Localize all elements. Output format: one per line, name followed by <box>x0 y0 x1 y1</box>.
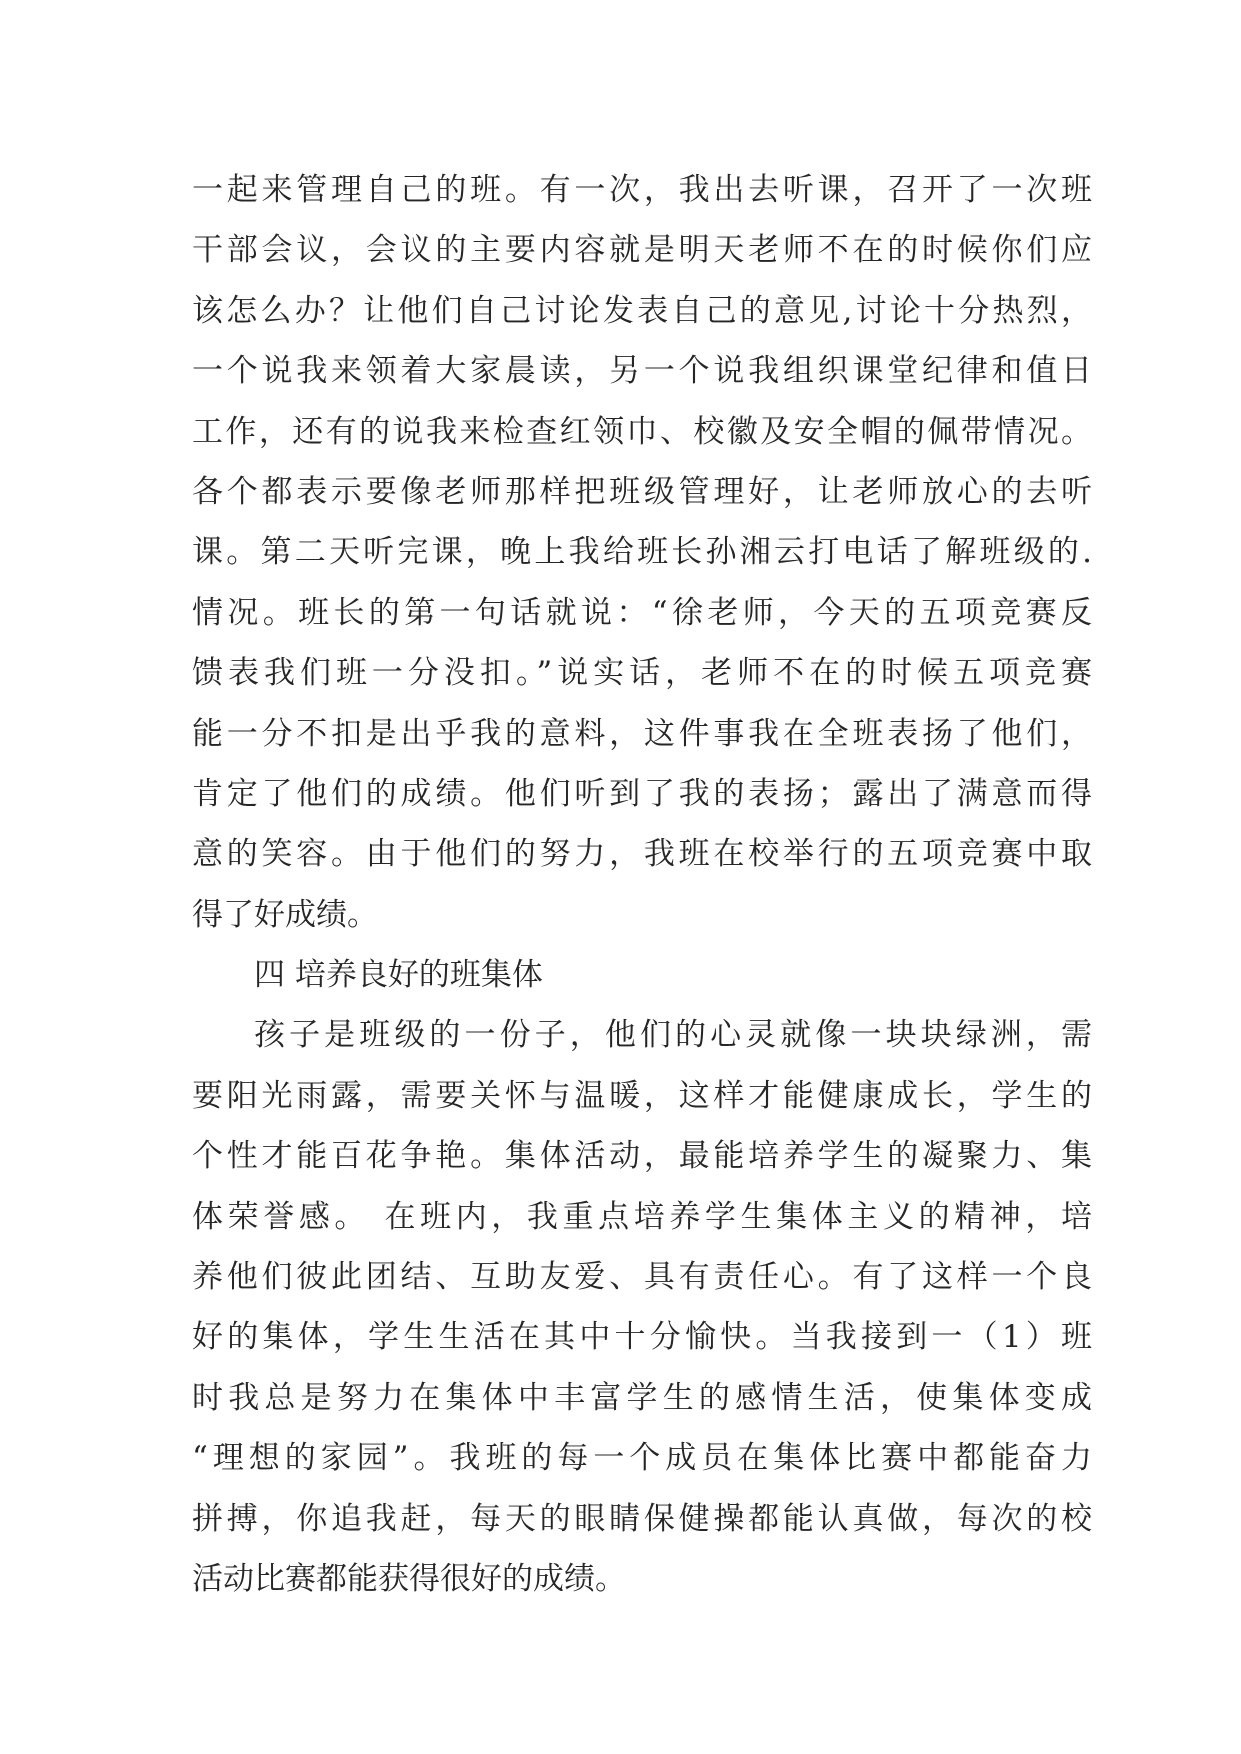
text-line: 意的笑容。由于他们的努力，我班在校举行的五项竞赛中取 <box>192 836 1092 873</box>
text-line: 能一分不扣是出乎我的意料，这件事我在全班表扬了他们， <box>192 715 1092 752</box>
text-line: 个性才能百花争艳。集体活动，最能培养学生的凝聚力、集 <box>192 1138 1092 1175</box>
text-line: 课。第二天听完课，晚上我给班长孙湘云打电话了解班级的. <box>192 534 1092 571</box>
text-line: 养他们彼此团结、互助友爱、具有责任心。有了这样一个良 <box>192 1259 1092 1296</box>
text-line: 体荣誉感。 在班内，我重点培养学生集体主义的精神，培 <box>192 1198 1092 1235</box>
text-line: 拼搏，你追我赶，每天的眼睛保健操都能认真做，每次的校 <box>192 1500 1092 1537</box>
text-line: 时我总是努力在集体中丰富学生的感情生活，使集体变成 <box>192 1379 1092 1416</box>
text-line: 活动比赛都能获得很好的成绩。 <box>192 1560 626 1597</box>
text-line: 要阳光雨露，需要关怀与温暖，这样才能健康成长，学生的 <box>192 1077 1092 1114</box>
text-line: 工作，还有的说我来检查红领巾、校徽及安全帽的佩带情况。 <box>192 413 1092 450</box>
text-line: 干部会议，会议的主要内容就是明天老师不在的时候你们应 <box>192 232 1092 269</box>
body-text <box>192 160 1092 1609</box>
text-line: 该怎么办？让他们自己讨论发表自己的意见,讨论十分热烈， <box>192 292 1092 329</box>
text-line: 各个都表示要像老师那样把班级管理好，让老师放心的去听 <box>192 473 1092 510</box>
text-line: 孩子是班级的一份子，他们的心灵就像一块块绿洲，需 <box>254 1017 1092 1054</box>
text-line: “理想的家园”。我班的每一个成员在集体比赛中都能奋力 <box>192 1440 1092 1477</box>
text-line: 好的集体，学生生活在其中十分愉快。当我接到一（1）班 <box>192 1319 1092 1356</box>
text-line: 馈表我们班一分没扣。”说实话，老师不在的时候五项竞赛 <box>192 655 1092 692</box>
text-line: 得了好成绩。 <box>192 896 378 933</box>
text-line: 一起来管理自己的班。有一次，我出去听课，召开了一次班 <box>192 172 1092 208</box>
text-line: 肯定了他们的成绩。他们听到了我的表扬；露出了满意而得 <box>192 775 1092 812</box>
text-line: 情况。班长的第一句话就说：“徐老师，今天的五项竞赛反 <box>192 594 1092 631</box>
text-line: 一个说我来领着大家晨读，另一个说我组织课堂纪律和值日 <box>192 353 1092 390</box>
section-heading: 四 培养良好的班集体 <box>254 957 543 994</box>
